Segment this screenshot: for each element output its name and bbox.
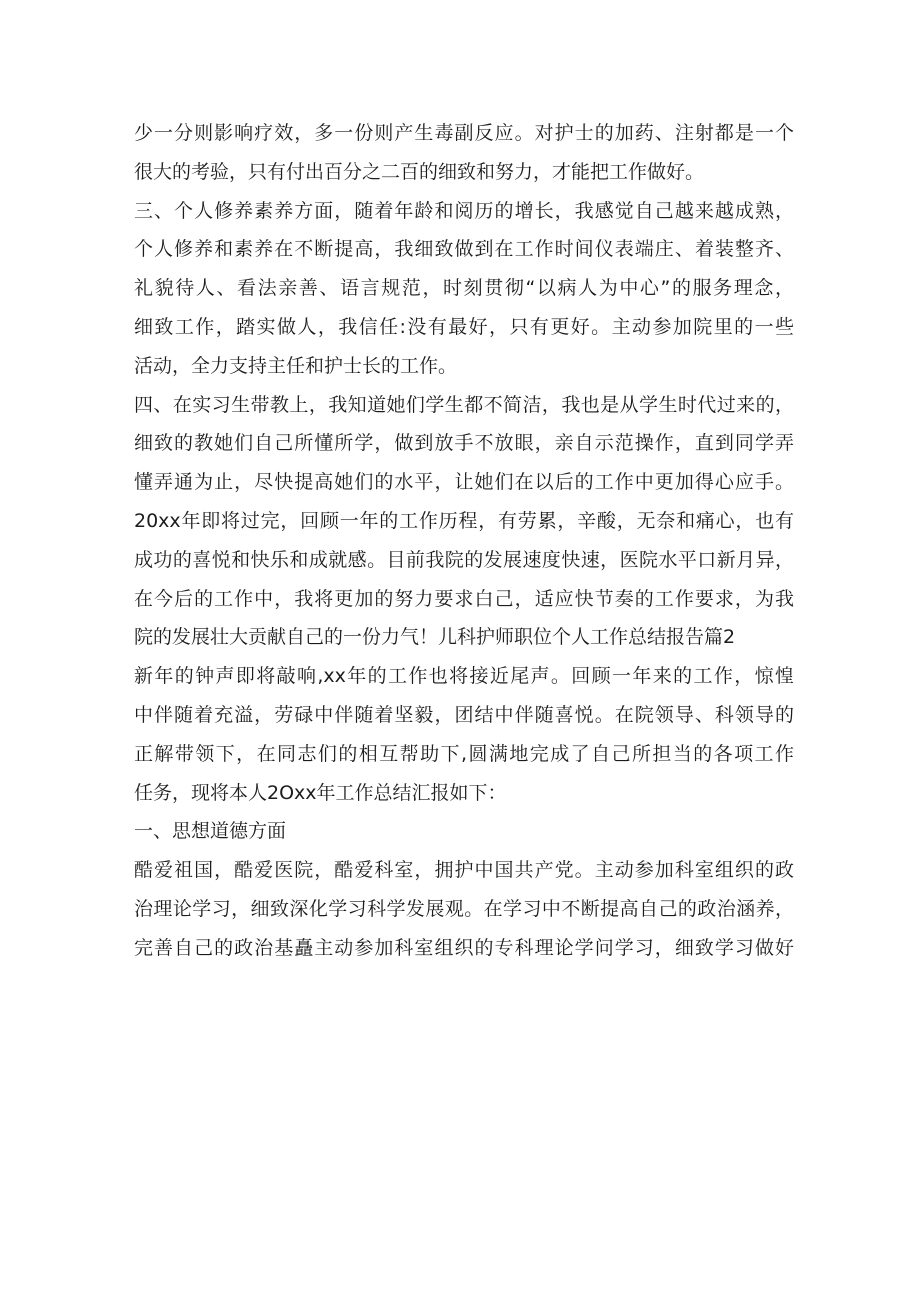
text-line: 礼貌待人、看法亲善、语言规范，时刻贯彻“以病人为中心”的服务理念， <box>134 277 794 300</box>
text-line: 20xx年即将过完，回顾一年的工作历程，有劳累，辛酸，无奈和痛心，也有 <box>134 509 794 532</box>
text-line: 个人修养和素养在不断提高，我细致做到在工作时间仪表端庄、着装整齐、 <box>134 238 794 261</box>
text-line: 少一分则影响疗效，多一份则产生毒副反应。对护士的加药、注射都是一个 <box>134 122 794 144</box>
text-line: 中伴随着充溢，劳碌中伴随着坚毅，团结中伴随喜悦。在院领导、科领导的 <box>134 703 794 726</box>
text-line: 酷爱祖国，酷爱医院，酷爱科室，拥护中国共产党。主动参加科室组织的政 <box>134 859 794 882</box>
text-line: 成功的喜悦和快乐和成就感。目前我院的发展速度快速，医院水平口新月异， <box>134 548 794 571</box>
text-line: 四、在实习生带教上，我知道她们学生都不简洁，我也是从学生时代过来的， <box>134 393 794 416</box>
text-line: 正解带领下，在同志们的相互帮助下,圆满地完成了自己所担当的各项工作 <box>134 742 794 765</box>
text-line: 活动，全力支持主任和护士长的工作。 <box>134 354 458 377</box>
text-line: 懂弄通为止，尽快提高她们的水平，让她们在以后的工作中更加得心应手。 <box>134 471 794 494</box>
text-line: 新年的钟声即将敲响,xx年的工作也将接近尾声。回顾一年来的工作，惊惶 <box>134 665 794 688</box>
text-line: 一、思想道德方面 <box>134 820 287 843</box>
document-body <box>134 114 794 968</box>
text-line: 在今后的工作中，我将更加的努力要求白己，适应快节奏的工作要求，为我 <box>134 587 794 610</box>
text-line: 院的发展壮大贡献自己的一份力气！儿科护师职位个人工作总结报告篇2 <box>134 626 736 649</box>
text-line: 任务，现将本人2Oxx年工作总结汇报如下： <box>134 781 507 804</box>
text-line: 很大的考验，只有付出百分之二百的细致和努力，才能把工作做好。 <box>134 160 705 183</box>
text-line: 治理论学习，细致深化学习科学发展观。在学习中不断提高自己的政治涵养， <box>134 897 794 920</box>
text-line: 完善自己的政治基矗主动参加科室组织的专科理论学问学习，细致学习做好 <box>134 936 794 959</box>
text-line: 细致工作，踏实做人，我信任:没有最好，只有更好。主动参加院里的一些 <box>134 315 794 338</box>
text-line: 细致的教她们自己所懂所学，做到放手不放眼，亲自示范操作，直到同学弄 <box>134 432 794 455</box>
text-line: 三、个人修养素养方面，随着年龄和阅历的增长，我感觉自己越来越成熟， <box>134 199 794 222</box>
